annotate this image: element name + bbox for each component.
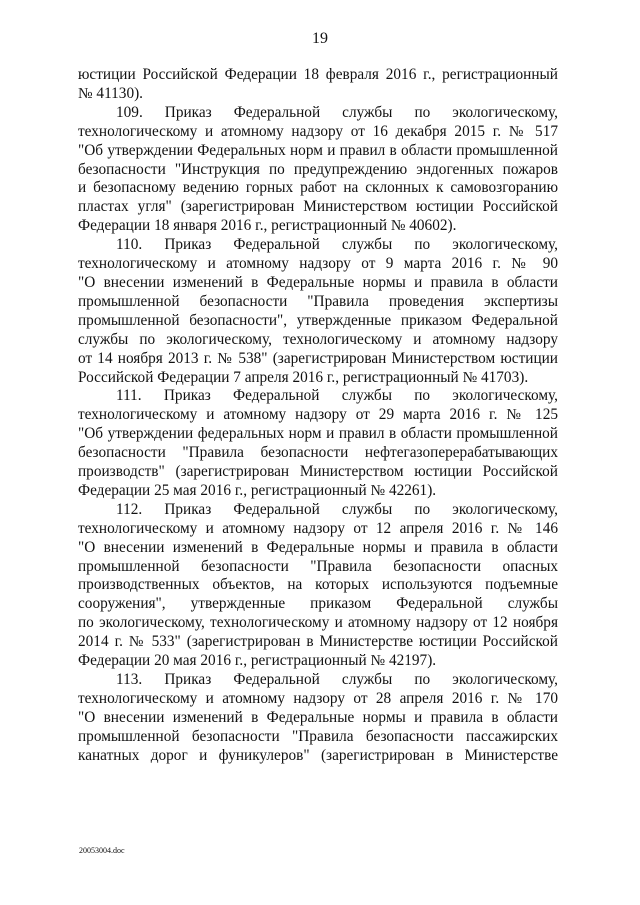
text-line: от 14 ноября 2013 г. № 538" (зарегистрирован Министерством юстиции	[78, 349, 558, 367]
paragraph	[78, 387, 558, 500]
paragraph	[78, 104, 558, 236]
text-line: "Об утверждении Федеральных норм и правил в области промышленной	[78, 141, 558, 159]
text-line: Федерации 18 января 2016 г., регистрационный № 40602).	[78, 217, 457, 235]
document-body	[78, 66, 558, 766]
text-line: пластах угля" (зарегистрирован Министерством юстиции Российской	[78, 198, 558, 216]
text-line: Федерации 20 мая 2016 г., регистрационный № 42197).	[78, 652, 437, 670]
text-line: 110. Приказ Федеральной службы по экологическому,	[116, 236, 558, 254]
paragraph	[78, 66, 558, 104]
text-line: юстиции Российской Федерации 18 февраля 2016 г., регистрационный	[78, 66, 558, 83]
text-line: промышленной безопасности "Правила безопасности опасных	[78, 557, 558, 575]
paragraph	[78, 501, 558, 671]
text-line: 112. Приказ Федеральной службы по экологическому,	[116, 500, 558, 518]
text-line: 111. Приказ Федеральной службы по экологическому,	[116, 387, 558, 405]
text-line: технологическому и атомному надзору от 28 апреля 2016 г. № 170	[78, 689, 558, 707]
text-line: Федерации 25 мая 2016 г., регистрационный № 42261).	[78, 481, 437, 499]
text-line: технологическому и атомному надзору от 16 декабря 2015 г. № 517	[78, 122, 558, 140]
text-line: канатных дорог и фуникулеров" (зарегистрирован в Министерстве	[78, 746, 558, 764]
text-line: сооружения", утвержденные приказом Федеральной службы	[78, 595, 558, 613]
text-line: технологическому и атомному надзору от 29 марта 2016 г. № 125	[78, 406, 558, 424]
text-line: "Об утверждении федеральных норм и правил в области промышленной	[78, 425, 558, 443]
text-line: производственных объектов, на которых используются подъемные	[78, 576, 558, 594]
text-line: 2014 г. № 533" (зарегистрирован в Министерстве юстиции Российской	[78, 633, 558, 651]
text-line: 109. Приказ Федеральной службы по экологическому,	[116, 103, 558, 121]
text-line: безопасности "Правила безопасности нефтегазоперерабатывающих	[78, 444, 558, 462]
text-line: промышленной безопасности "Правила безопасности пассажирских	[78, 727, 558, 745]
text-line: Российской Федерации 7 апреля 2016 г., регистрационный № 41703).	[78, 368, 529, 386]
text-line: службы по экологическому, технологическому и атомному надзору	[78, 330, 558, 348]
footer-filename: 20053004.doc	[79, 846, 125, 855]
text-line: производств" (зарегистрирован Министерством юстиции Российской	[78, 463, 558, 481]
paragraph	[78, 671, 558, 766]
text-line: промышленной безопасности", утвержденные приказом Федеральной	[78, 311, 558, 329]
text-line: "О внесении изменений в Федеральные нормы и правила в области	[78, 273, 558, 291]
text-line: № 41130).	[78, 84, 144, 102]
text-line: "О внесении изменений в Федеральные нормы и правила в области	[78, 538, 558, 556]
text-line: технологическому и атомному надзору от 9 марта 2016 г. № 90	[78, 255, 558, 273]
text-line: по экологическому, технологическому и атомному надзору от 12 ноября	[78, 614, 558, 632]
text-line: безопасности "Инструкция по предупреждению эндогенных пожаров	[78, 160, 558, 178]
page-number: 19	[312, 30, 328, 47]
text-line: технологическому и атомному надзору от 12 апреля 2016 г. № 146	[78, 519, 558, 537]
text-line: 113. Приказ Федеральной службы по экологическому,	[116, 671, 558, 688]
text-line: "О внесении изменений в Федеральные нормы и правила в области	[78, 708, 558, 726]
text-line: промышленной безопасности "Правила проведения экспертизы	[78, 292, 558, 310]
text-line: и безопасному ведению горных работ на склонных к самовозгоранию	[78, 179, 558, 197]
paragraph	[78, 236, 558, 387]
